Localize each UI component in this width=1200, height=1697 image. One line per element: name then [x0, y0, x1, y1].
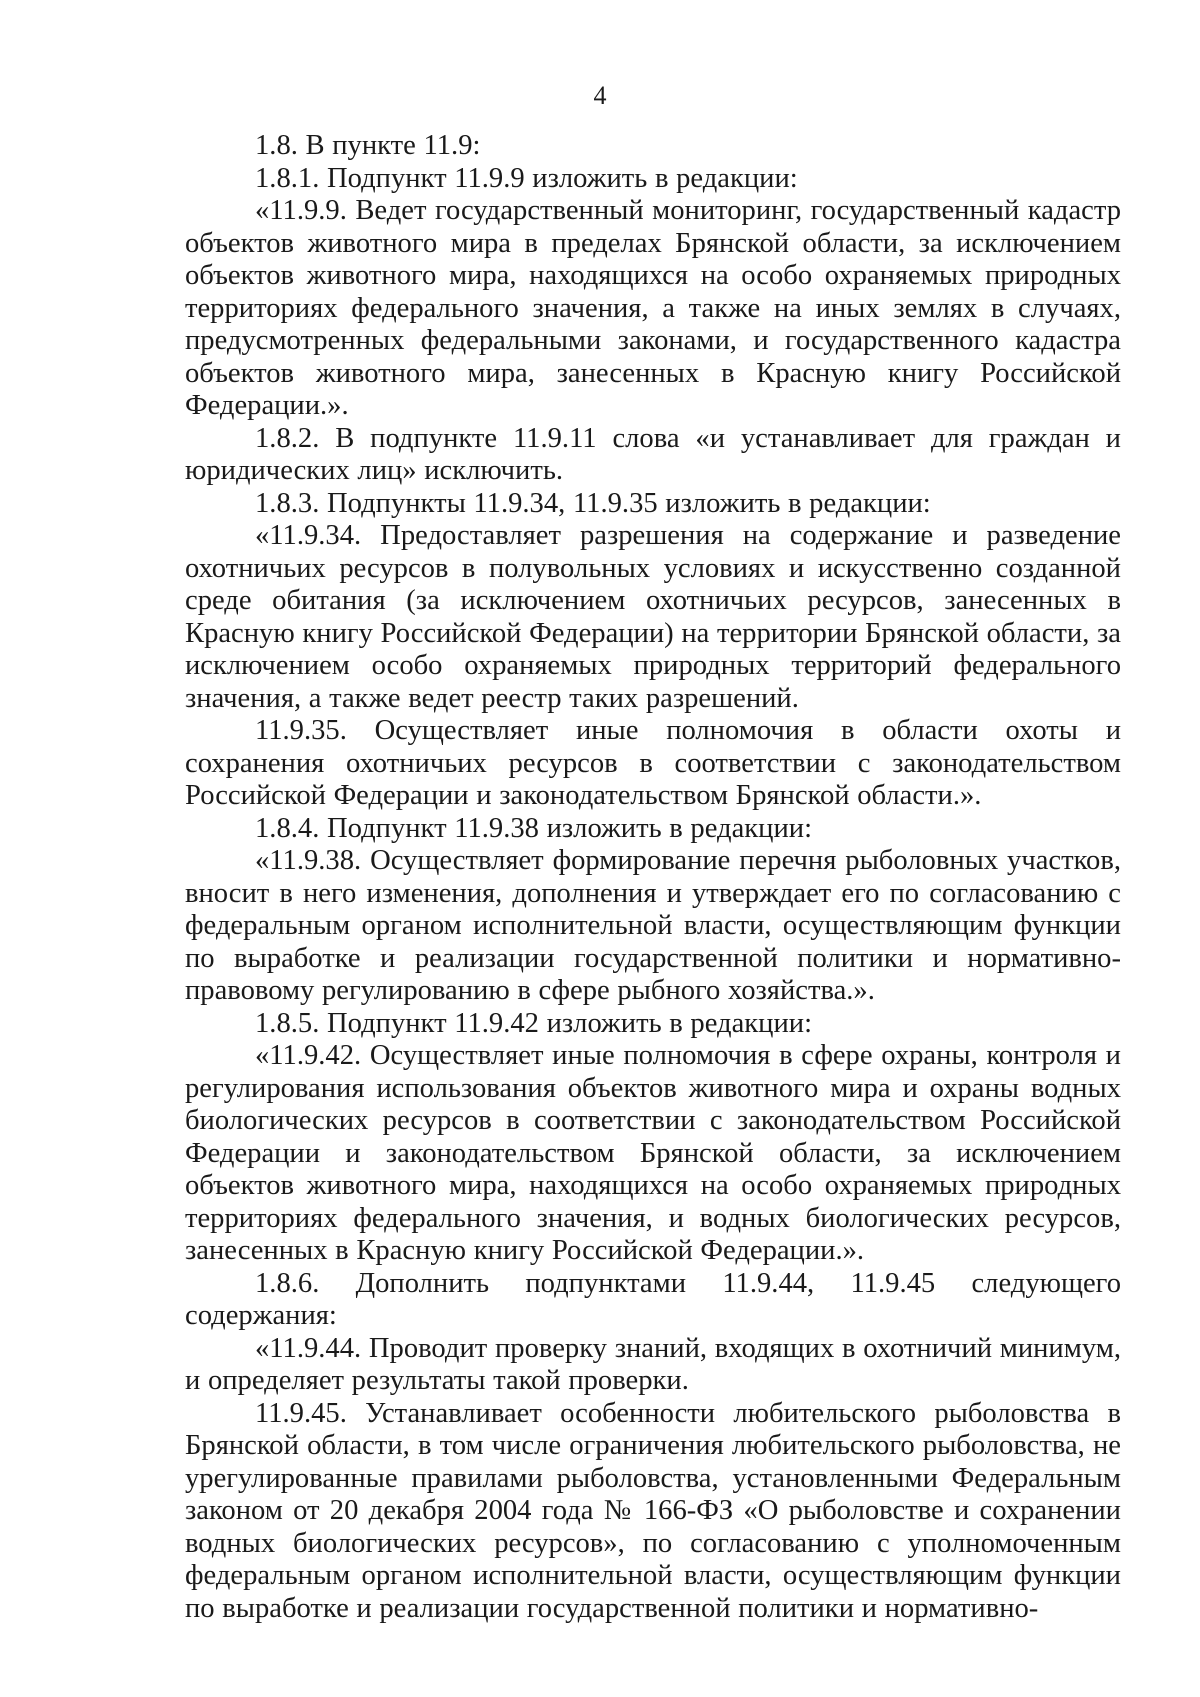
paragraph-11-9-35: 11.9.35. Осуществляет иные полномочия в области охоты и сохранения охотничьих ресурсов в соответствии с законодательством Российской Федерации и законодательством Брянской области.». — [185, 715, 1121, 811]
paragraph-1-8-4: 1.8.4. Подпункт 11.9.38 изложить в редакции: — [255, 812, 813, 844]
paragraph-11-9-44: «11.9.44. Проводит проверку знаний, входящих в охотничий минимум, и определяет результаты такой проверки. — [185, 1332, 1121, 1396]
paragraph-11-9-45: 11.9.45. Устанавливает особенности любительского рыболовства в Брянской области, в том числе ограничения любительского рыболовства, не урегулированные правилами рыболовства, установленными Федеральным законом от 20 декабря 2004 года № 166-ФЗ «О рыболовстве и сохранении водных биологических ресурсов», по согласованию с уполномоченным федеральным органом исполнительной власти, осуществляющим функции по выработке и реализации государственной политики и нормативно- — [185, 1397, 1121, 1624]
paragraph-1-8: 1.8. В пункте 11.9: — [255, 130, 481, 161]
paragraph-11-9-9: «11.9.9. Ведет государственный мониторинг, государственный кадастр объектов животного мира в пределах Брянской области, за исключением объектов животного мира, находящихся на особо охраняемых природных территориях федерального значения, а также на иных землях в случаях, предусмотренных федеральными законами, и государственного кадастра объектов животного мира, занесенных в Красную книгу Российской Федерации.». — [185, 195, 1121, 421]
paragraph-1-8-3: 1.8.3. Подпункты 11.9.34, 11.9.35 изложить в редакции: — [255, 487, 931, 519]
document-body — [185, 130, 1121, 1625]
paragraph-11-9-34: «11.9.34. Предоставляет разрешения на содержание и разведение охотничьих ресурсов в полувольных условиях и искусственно созданной среде обитания (за исключением охотничьих ресурсов, занесенных в Красную книгу Российской Федерации) на территории Брянской области, за исключением особо охраняемых природных территорий федерального значения, а также ведет реестр таких разрешений. — [185, 520, 1121, 714]
paragraph-1-8-5: 1.8.5. Подпункт 11.9.42 изложить в редакции: — [255, 1007, 813, 1039]
paragraph-1-8-1: 1.8.1. Подпункт 11.9.9 изложить в редакции: — [255, 162, 798, 194]
page-number: 4 — [593, 81, 607, 110]
paragraph-1-8-6: 1.8.6. Дополнить подпунктами 11.9.44, 11.9.45 следующего содержания: — [185, 1267, 1121, 1331]
paragraph-11-9-38: «11.9.38. Осуществляет формирование перечня рыболовных участков, вносит в него изменения, дополнения и утверждает его по согласованию с федеральным органом исполнительной власти, осуществляющим функции по выработке и реализации государственной политики и нормативно-правовому регулированию в сфере рыбного хозяйства.». — [185, 845, 1121, 1006]
paragraph-1-8-2: 1.8.2. В подпункте 11.9.11 слова «и устанавливает для граждан и юридических лиц» исключить. — [185, 422, 1121, 486]
paragraph-11-9-42: «11.9.42. Осуществляет иные полномочия в сфере охраны, контроля и регулирования использования объектов животного мира и охраны водных биологических ресурсов в соответствии с законодательством Российской Федерации и законодательством Брянской области, за исключением объектов животного мира, находящихся на особо охраняемых природных территориях федерального значения, и водных биологических ресурсов, занесенных в Красную книгу Российской Федерации.». — [185, 1040, 1121, 1266]
